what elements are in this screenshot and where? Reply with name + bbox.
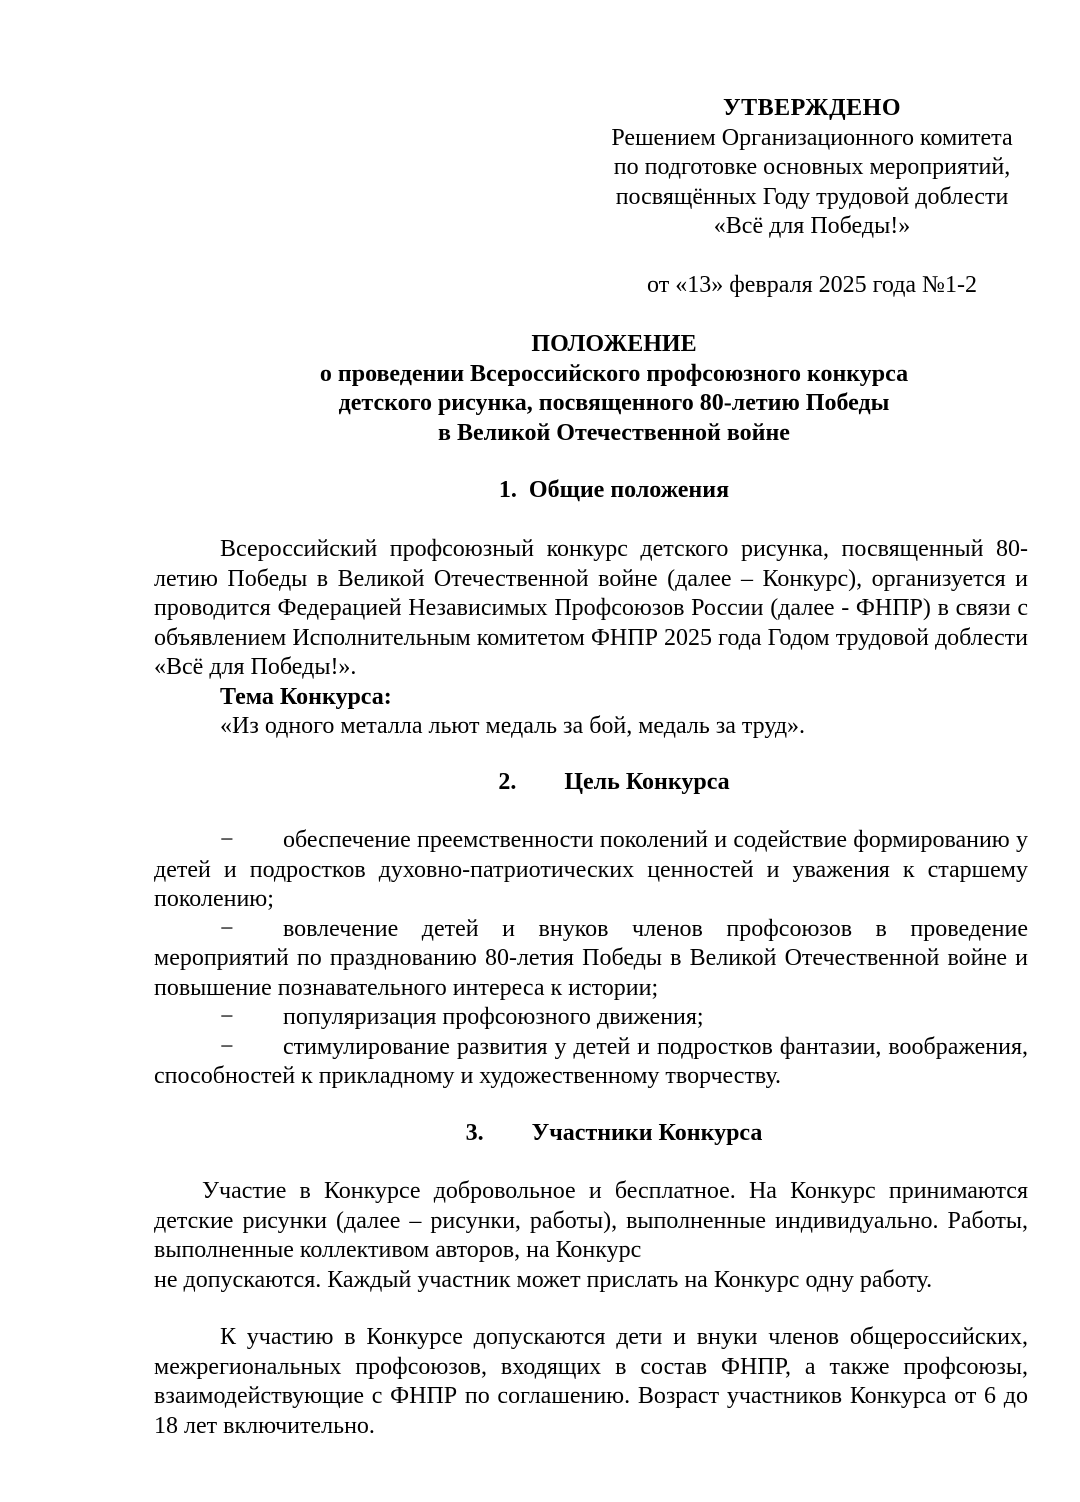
approval-stamp: УТВЕРЖДЕНО: [722, 95, 902, 121]
section-2-body: [154, 826, 1028, 1092]
goal-item: − обеспечение преемственности поколений и содействие формированию у детей и подростков духовно-патриотических ценностей и уважения к старшему поколению;: [154, 827, 1028, 912]
approval-line: по подготовке основных мероприятий,: [613, 154, 1011, 180]
document-title-line: о проведении Всероссийского профсоюзного конкурса: [319, 360, 909, 387]
section-2-heading: [154, 768, 1074, 798]
goal-item: − вовлечение детей и внуков членов профсоюзов в проведение мероприятий по празднованию 80-летия Победы в Великой Отечественной войне и повышение познавательного интереса к истории;: [154, 915, 1028, 1001]
section-2-number: 2.: [498, 769, 517, 795]
section-1-heading: [154, 476, 1074, 506]
section-3-paragraph-2: К участию в Конкурсе допускаются дети и внуки членов общероссийских, межрегиональных профсоюзов, входящих в состав ФНПР, а также профсоюзы, взаимодействующие с ФНПР по соглашению. Возраст участников Конкурса от 6 до 18 лет включительно.: [154, 1324, 1028, 1439]
section-1-paragraph: Всероссийский профсоюзный конкурс детского рисунка, посвященный 80-летию Победы в Великой Отечественной войне (далее – Конкурс), организуется и проводится Федерацией Независимых Профсоюзов России (далее - ФНПР) в связи с объявлением Исполнительным комитетом ФНПР 2025 года Годом трудовой доблести «Всё для Победы!».: [154, 536, 1028, 680]
approval-line: посвящённых Году трудовой доблести: [615, 183, 1009, 210]
goal-item: − популяризация профсоюзного движения;: [154, 1003, 1028, 1033]
section-3-paragraph-1: Участие в Конкурсе добровольное и бесплатное. На Конкурс принимаются детские рисунки (далее – рисунки, работы), выполненные индивидуально. Работы, выполненные коллективом авторов, на Конкурс: [154, 1178, 1028, 1263]
document-title: [154, 330, 1074, 448]
dash-marker: −: [220, 827, 234, 853]
section-1-body: [154, 535, 1028, 742]
theme-label: Тема Конкурса:: [220, 683, 392, 710]
section-3-number: 3.: [465, 1120, 484, 1146]
section-3-body-2: [154, 1323, 1028, 1441]
section-3-paragraph-1-end: не допускаются. Каждый участник может прислать на Конкурс одну работу.: [154, 1266, 933, 1293]
document-title-main: ПОЛОЖЕНИЕ: [531, 331, 697, 357]
section-2-title: Цель Конкурса: [564, 769, 730, 795]
goal-item: − стимулирование развития у детей и подростков фантазии, воображения, способностей к прикладному и художественному творчеству.: [154, 1033, 1028, 1089]
dash-marker: −: [220, 915, 234, 942]
approval-date: от «13» февраля 2025 года №1-2: [647, 272, 977, 298]
approval-line: «Всё для Победы!»: [713, 213, 911, 239]
approval-block: [592, 94, 1032, 242]
section-3-body-1: [154, 1177, 1028, 1295]
approval-line: Решением Организационного комитета: [611, 124, 1013, 151]
document-title-line: в Великой Отечественной войне: [438, 419, 790, 446]
theme-text: «Из одного металла льют медаль за бой, медаль за труд».: [220, 713, 806, 739]
section-3-heading: [154, 1119, 1074, 1149]
section-3-title: Участники Конкурса: [531, 1120, 763, 1146]
document-title-line: детского рисунка, посвященного 80-летию Победы: [338, 390, 890, 416]
section-1-number: 1.: [498, 477, 517, 503]
section-1-title: Общие положения: [528, 477, 730, 503]
dash-marker: −: [220, 1004, 234, 1030]
dash-marker: −: [220, 1033, 234, 1060]
